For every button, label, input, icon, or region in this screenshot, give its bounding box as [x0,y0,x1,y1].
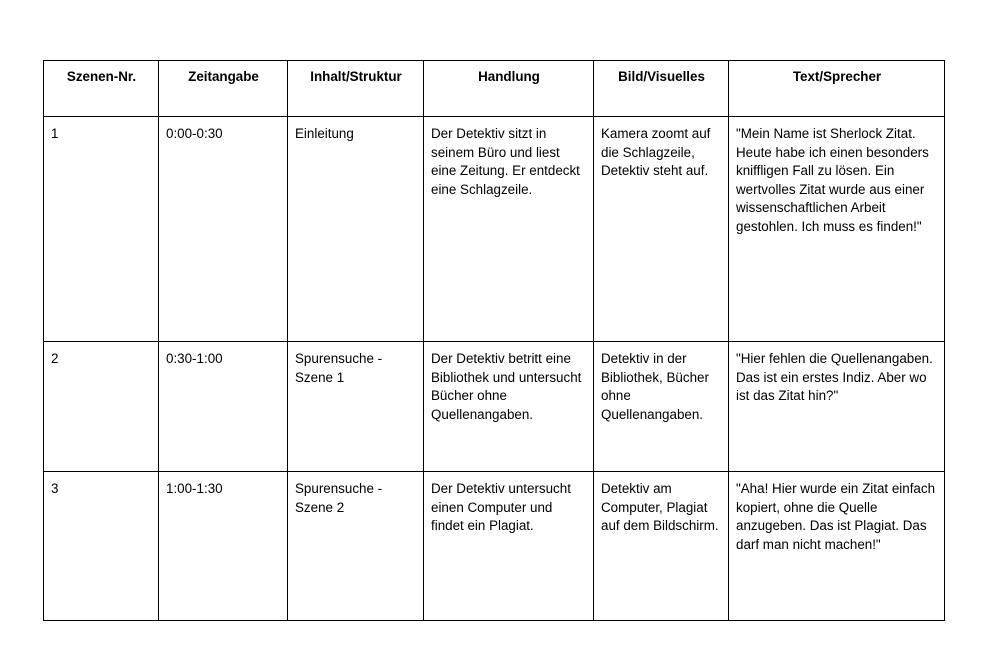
cell-scene-number[interactable]: 1 [44,117,159,342]
cell-content-structure[interactable]: Spurensuche - Szene 2 [288,472,424,621]
table-row [44,117,945,342]
table-row [44,342,945,472]
header-action: Handlung [424,61,594,117]
header-time: Zeitangabe [159,61,288,117]
header-row [44,61,945,117]
cell-time[interactable]: 1:00-1:30 [159,472,288,621]
cell-content-structure[interactable]: Spurensuche - Szene 1 [288,342,424,472]
cell-visuals[interactable]: Detektiv am Computer, Plagiat auf dem Bildschirm. [594,472,729,621]
cell-text-speaker[interactable]: "Aha! Hier wurde ein Zitat einfach kopiert, ohne die Quelle anzugeben. Das ist Plagiat. Das darf man nicht machen!" [729,472,945,621]
cell-visuals[interactable]: Detektiv in der Bibliothek, Bücher ohne Quellenangaben. [594,342,729,472]
screenplay-table [43,60,945,621]
table-row [44,472,945,621]
cell-action[interactable]: Der Detektiv sitzt in seinem Büro und liest eine Zeitung. Er entdeckt eine Schlagzeile. [424,117,594,342]
cell-scene-number[interactable]: 3 [44,472,159,621]
cell-action[interactable]: Der Detektiv betritt eine Bibliothek und untersucht Bücher ohne Quellenangaben. [424,342,594,472]
header-scene-number: Szenen-Nr. [44,61,159,117]
cell-text-speaker[interactable]: "Mein Name ist Sherlock Zitat. Heute habe ich einen besonders kniffligen Fall zu lösen. Ein wertvolles Zitat wurde aus einer wissenschaftlichen Arbeit gestohlen. Ich muss es finden!" [729,117,945,342]
header-text-speaker: Text/Sprecher [729,61,945,117]
header-visuals: Bild/Visuelles [594,61,729,117]
cell-content-structure[interactable]: Einleitung [288,117,424,342]
cell-time[interactable]: 0:30-1:00 [159,342,288,472]
cell-visuals[interactable]: Kamera zoomt auf die Schlagzeile, Detektiv steht auf. [594,117,729,342]
cell-action[interactable]: Der Detektiv untersucht einen Computer und findet ein Plagiat. [424,472,594,621]
header-content-structure: Inhalt/Struktur [288,61,424,117]
cell-text-speaker[interactable]: "Hier fehlen die Quellenangaben. Das ist ein erstes Indiz. Aber wo ist das Zitat hin?" [729,342,945,472]
cell-scene-number[interactable]: 2 [44,342,159,472]
cell-time[interactable]: 0:00-0:30 [159,117,288,342]
